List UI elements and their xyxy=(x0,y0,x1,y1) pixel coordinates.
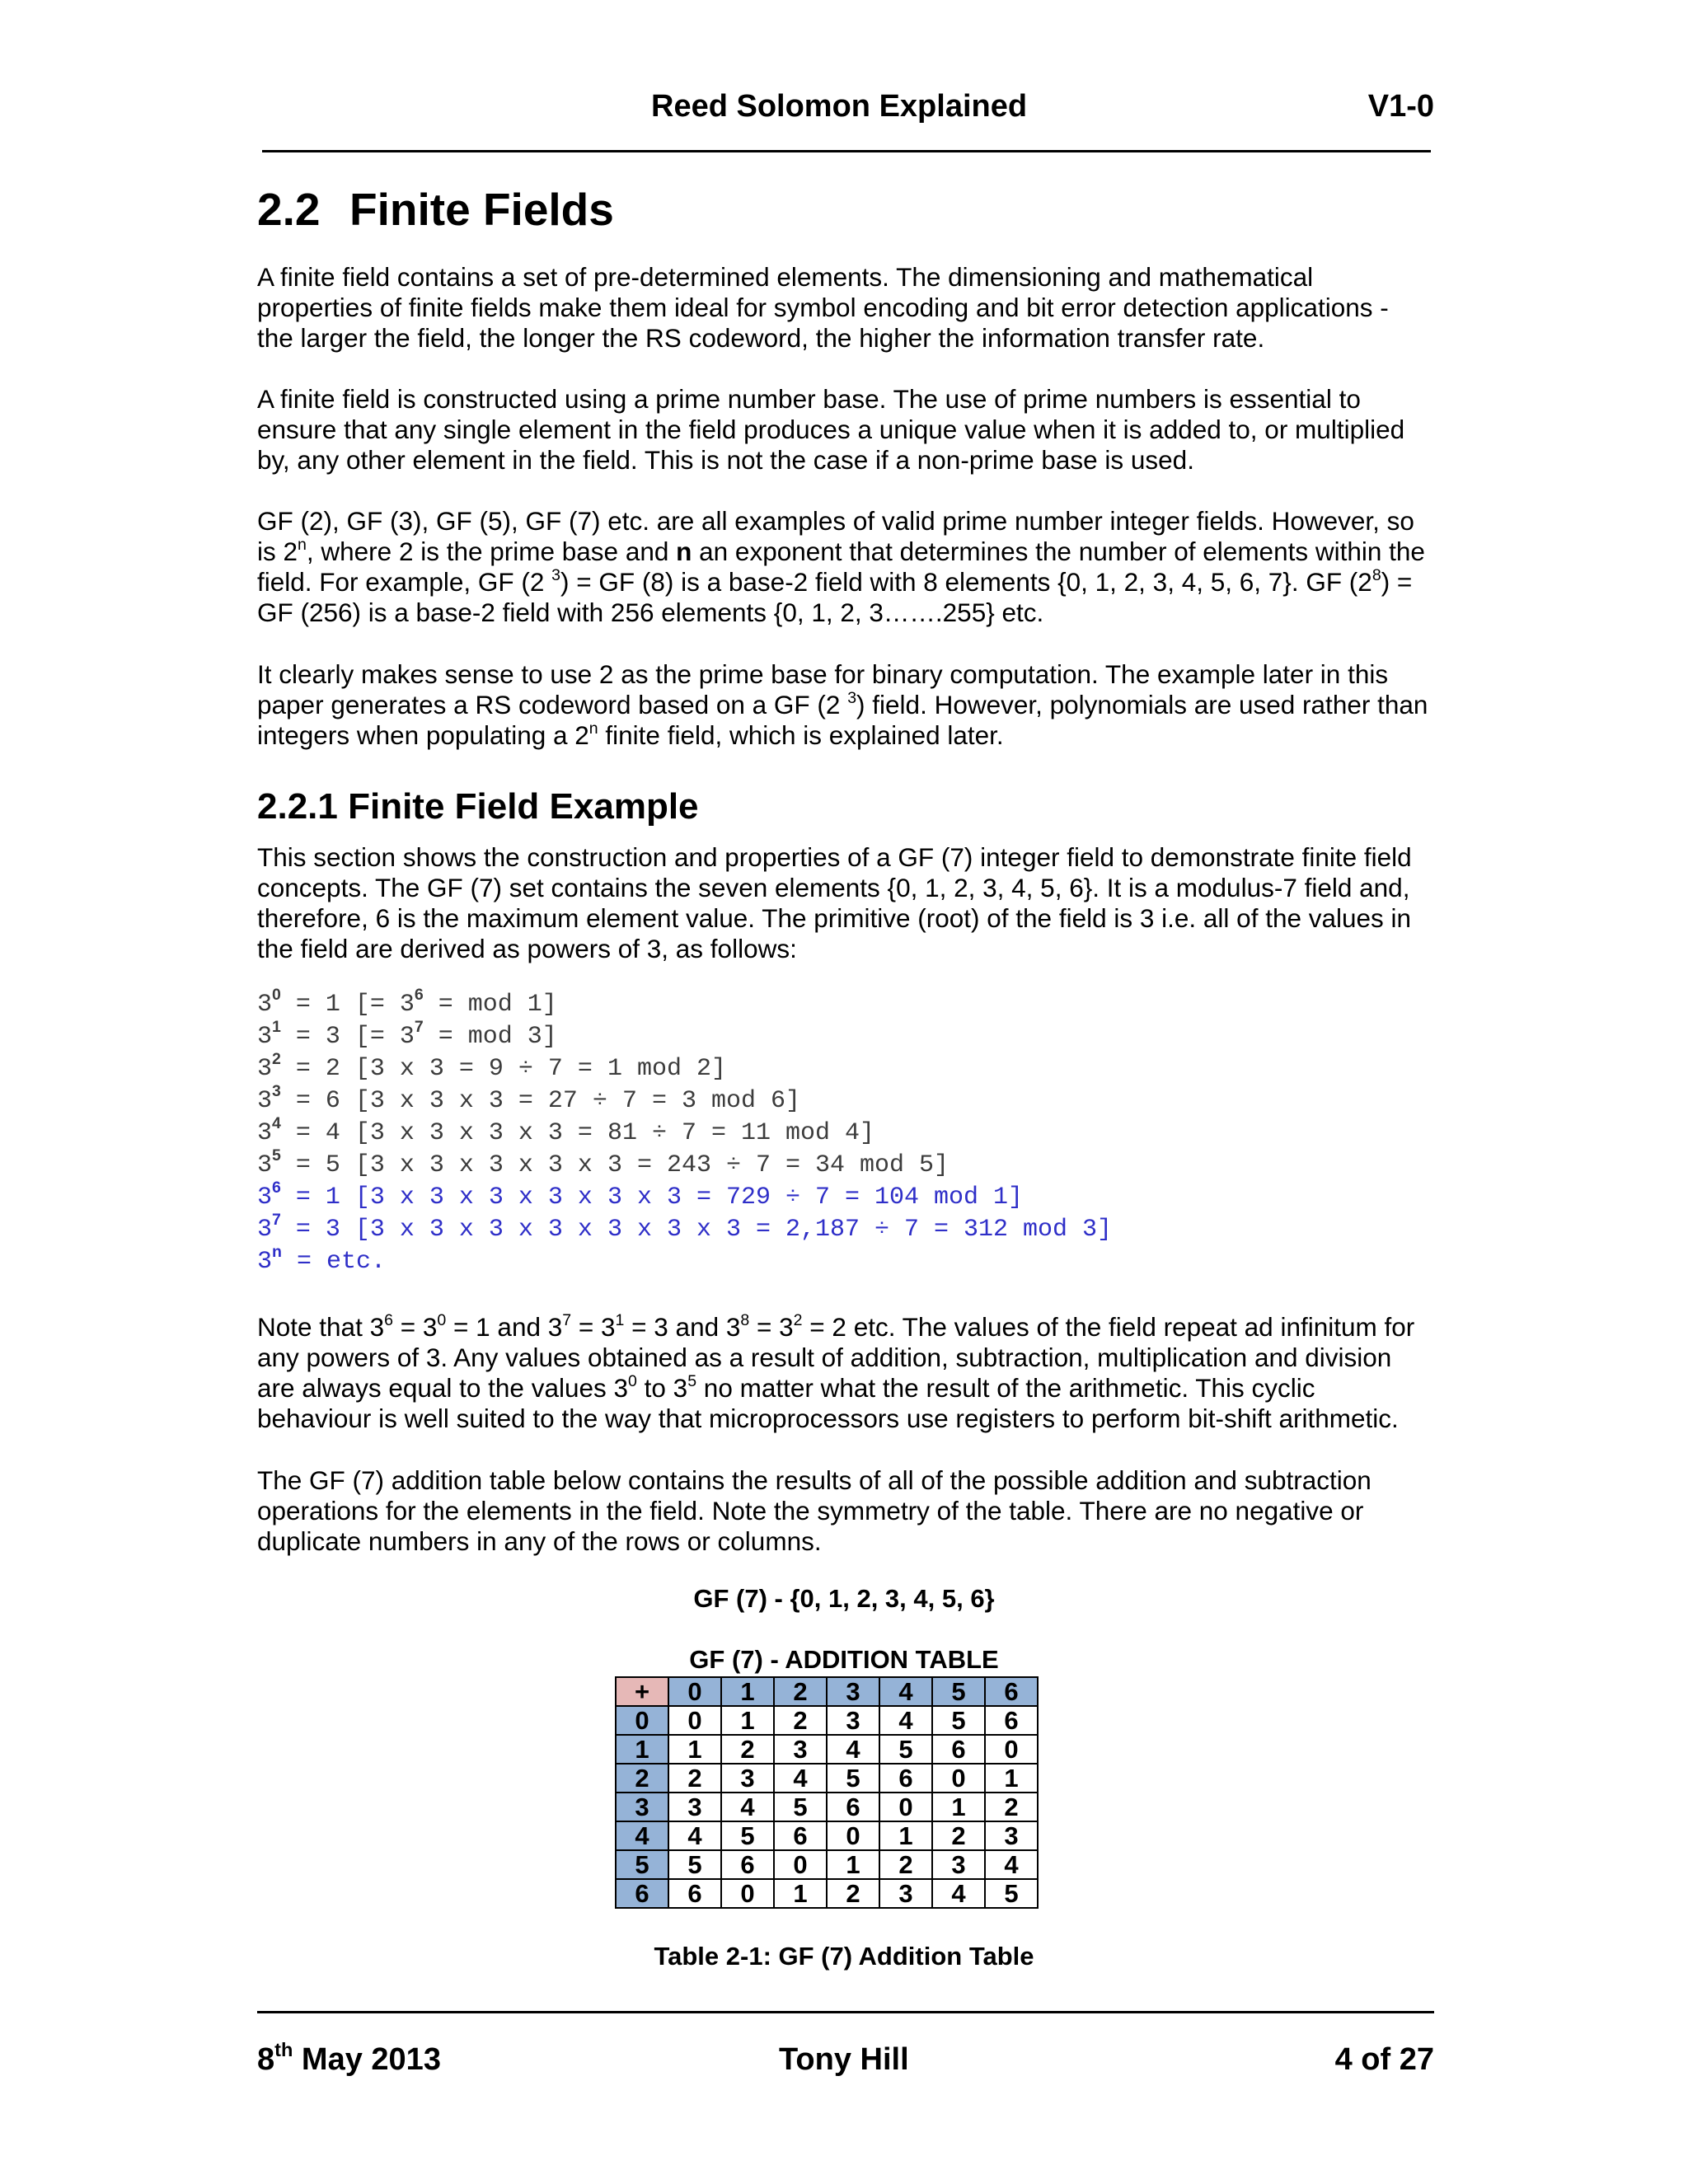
table-corner-cell: + xyxy=(616,1677,668,1706)
table-cell: 5 xyxy=(827,1764,879,1793)
table-row xyxy=(616,1850,1038,1879)
table-cell: 3 xyxy=(668,1793,721,1821)
paragraph-line: This section shows the construction and properties of a GF (7) integer field to demonstrate finite field xyxy=(257,842,1412,872)
table-cell: 5 xyxy=(932,1706,985,1735)
code-line: $3^7 = 3$ [3 x 3 x 3 x 3 x 3 x 3 x 3 = 2,187 ÷ 7 = 312 mod 3] xyxy=(257,1211,1113,1244)
paragraph-line: are always equal to the values $3^0$ to $3^5$ no matter what the result of the arithmetic. This cyclic xyxy=(257,1371,1315,1403)
paragraph-line: GF (256) is a base-2 field with 256 elements {0, 1, 2, 3…….255} etc. xyxy=(257,598,1044,627)
table-cell: 2 xyxy=(879,1850,932,1879)
row-header: 1 xyxy=(616,1735,668,1764)
table-cell: 2 xyxy=(827,1879,879,1908)
table-cell: 4 xyxy=(879,1706,932,1735)
paragraph-line: behaviour is well suited to the way that microprocessors use registers to perform bit-shift arithmetic. xyxy=(257,1404,1399,1433)
table-row xyxy=(616,1879,1038,1908)
table-cell: 3 xyxy=(827,1706,879,1735)
table-cell: 6 xyxy=(668,1879,721,1908)
paragraph-line: the larger the field, the longer the RS codeword, the higher the information transfer rate. xyxy=(257,323,1265,353)
footer-page-number: 4 of 27 xyxy=(1334,2042,1434,2077)
table-cell: 1 xyxy=(721,1706,774,1735)
table-cell: 4 xyxy=(932,1879,985,1908)
table-cell: 1 xyxy=(774,1879,827,1908)
table-cell: 3 xyxy=(985,1821,1038,1850)
table-cell: 2 xyxy=(774,1706,827,1735)
table-cell: 0 xyxy=(721,1879,774,1908)
table-cell: 0 xyxy=(985,1735,1038,1764)
paragraph-line: concepts. The GF (7) set contains the seven elements {0, 1, 2, 3, 4, 5, 6}. It is a modulus-7 field and, xyxy=(257,873,1410,902)
paragraph-line: Note that $3^6 = 3^0 = 1$ and $3^7 = 3^1 = 3$ and $3^8 = 3^2 = 2$ etc. The values of the field repeat ad infinitum for xyxy=(257,1310,1415,1342)
paragraph-3 xyxy=(257,506,1436,628)
paragraph-line: It clearly makes sense to use 2 as the prime base for binary computation. The example later in this xyxy=(257,659,1389,689)
table-cell: 1 xyxy=(879,1821,932,1850)
code-line: $3^5 = 5$ [3 x 3 x 3 x 3 x 3 = 243 ÷ 7 = 34 mod 5] xyxy=(257,1146,950,1179)
column-header: 3 xyxy=(827,1677,879,1706)
table-cell: 5 xyxy=(721,1821,774,1850)
paragraph-1 xyxy=(257,262,1436,354)
code-line: $3^3 = 6$ [3 x 3 x 3 = 27 ÷ 7 = 3 mod 6] xyxy=(257,1082,800,1115)
footer-date: 8th May 2013 xyxy=(257,2039,441,2077)
table-row xyxy=(616,1764,1038,1793)
table-cell: 0 xyxy=(827,1821,879,1850)
table-row xyxy=(616,1821,1038,1850)
table-cell: 2 xyxy=(668,1764,721,1793)
paragraph-line: the field are derived as powers of 3, as follows: xyxy=(257,934,797,963)
table-row xyxy=(616,1706,1038,1735)
table-cell: 2 xyxy=(932,1821,985,1850)
table-cell: 0 xyxy=(879,1793,932,1821)
table-cell: 4 xyxy=(721,1793,774,1821)
header-version: V1-0 xyxy=(1367,89,1434,124)
table-caption: Table 2-1: GF (7) Addition Table xyxy=(654,1942,1034,1971)
header-title: Reed Solomon Explained xyxy=(651,89,1028,124)
table-cell: 3 xyxy=(774,1735,827,1764)
table-cell: 6 xyxy=(985,1706,1038,1735)
code-line: $3^1 = 3$ [= $3^7$ = mod 3] xyxy=(257,1018,557,1051)
footer-rule xyxy=(257,2011,1434,2013)
code-line: $3^2 = 2$ [3 x 3 = 9 ÷ 7 = 1 mod 2] xyxy=(257,1050,726,1083)
table-cell: 6 xyxy=(879,1764,932,1793)
column-header: 0 xyxy=(668,1677,721,1706)
table-cell: 3 xyxy=(879,1879,932,1908)
table-cell: 4 xyxy=(827,1735,879,1764)
table-cell: 6 xyxy=(827,1793,879,1821)
table-cell: 0 xyxy=(668,1706,721,1735)
table-cell: 4 xyxy=(774,1764,827,1793)
table-cell: 1 xyxy=(932,1793,985,1821)
table-cell: 5 xyxy=(774,1793,827,1821)
paragraph-line: properties of finite fields make them ideal for symbol encoding and bit error detection applications - xyxy=(257,293,1389,322)
table-cell: 4 xyxy=(668,1821,721,1850)
paragraph-6 xyxy=(257,1312,1436,1434)
addition-table xyxy=(615,1676,1039,1909)
row-header: 2 xyxy=(616,1764,668,1793)
row-header: 6 xyxy=(616,1879,668,1908)
table-cell: 4 xyxy=(985,1850,1038,1879)
table-cell: 0 xyxy=(932,1764,985,1793)
code-line: $3^4 = 4$ [3 x 3 x 3 x 3 = 81 ÷ 7 = 11 mod 4] xyxy=(257,1114,874,1147)
column-header: 6 xyxy=(985,1677,1038,1706)
table-cell: 2 xyxy=(985,1793,1038,1821)
paragraph-line: integers when populating a 2$^n$ finite field, which is explained later. xyxy=(257,719,1004,750)
section-title: Finite Fields xyxy=(349,184,614,235)
column-header: 2 xyxy=(774,1677,827,1706)
table-cell: 1 xyxy=(668,1735,721,1764)
table-row xyxy=(616,1735,1038,1764)
paragraph-2 xyxy=(257,384,1436,476)
column-header: 1 xyxy=(721,1677,774,1706)
paragraph-line: is 2$^n$, where 2 is the prime base and n an exponent that determines the number of elements within the xyxy=(257,535,1425,566)
column-header: 4 xyxy=(879,1677,932,1706)
paragraph-line: therefore, 6 is the maximum element value. The primitive (root) of the field is 3 i.e. all of the values in xyxy=(257,903,1412,933)
table-cell: 3 xyxy=(721,1764,774,1793)
table-cell: 0 xyxy=(774,1850,827,1879)
paragraph-line: by, any other element in the field. This is not the case if a non-prime base is used. xyxy=(257,445,1194,475)
row-header: 3 xyxy=(616,1793,668,1821)
table-cell: 6 xyxy=(932,1735,985,1764)
table-header-row xyxy=(616,1677,1038,1706)
paragraph-line: paper generates a RS codeword based on a GF (2 $^3$) field. However, polynomials are used rather than xyxy=(257,688,1428,719)
paragraph-line: duplicate numbers in any of the rows or columns. xyxy=(257,1526,822,1556)
code-line: $3^0 = 1$ [= $3^6$ = mod 1] xyxy=(257,986,557,1019)
row-header: 0 xyxy=(616,1706,668,1735)
paragraph-line: A finite field is constructed using a prime number base. The use of prime numbers is essential to xyxy=(257,384,1361,414)
table-cell: 1 xyxy=(985,1764,1038,1793)
table-cell: 1 xyxy=(827,1850,879,1879)
table-cell: 6 xyxy=(774,1821,827,1850)
footer-author: Tony Hill xyxy=(779,2042,909,2077)
paragraph-line: GF (2), GF (3), GF (5), GF (7) etc. are all examples of valid prime number integer fields. However, so xyxy=(257,506,1414,536)
table-cell: 5 xyxy=(879,1735,932,1764)
field-set-title: GF (7) - {0, 1, 2, 3, 4, 5, 6} xyxy=(693,1584,995,1613)
table-cell: 6 xyxy=(721,1850,774,1879)
addition-table-title: GF (7) - ADDITION TABLE xyxy=(689,1645,999,1674)
paragraph-line: operations for the elements in the field. Note the symmetry of the table. There are no negative or xyxy=(257,1496,1364,1526)
row-header: 5 xyxy=(616,1850,668,1879)
paragraph-line: field. For example, GF (2 $^3$) = GF (8) is a base-2 field with 8 elements {0, 1, 2, 3, 4, 5, 6, 7}. GF $(2^8)$ = xyxy=(257,565,1413,597)
code-line: $3^6 = 1$ [3 x 3 x 3 x 3 x 3 x 3 = 729 ÷ 7 = 104 mod 1] xyxy=(257,1179,1024,1212)
row-header: 4 xyxy=(616,1821,668,1850)
subsection-heading: 2.2.1 Finite Field Example xyxy=(257,786,699,827)
section-heading xyxy=(257,183,614,236)
paragraph-line: A finite field contains a set of pre-determined elements. The dimensioning and mathematical xyxy=(257,262,1314,292)
powers-of-three-code-block xyxy=(257,986,1113,1278)
table-cell: 3 xyxy=(932,1850,985,1879)
paragraph-7 xyxy=(257,1465,1436,1557)
paragraph-line: ensure that any single element in the field produces a unique value when it is added to, or multiplied xyxy=(257,415,1405,444)
table-cell: 5 xyxy=(668,1850,721,1879)
table-cell: 2 xyxy=(721,1735,774,1764)
paragraph-line: The GF (7) addition table below contains the results of all of the possible addition and subtraction xyxy=(257,1465,1372,1495)
paragraph-4 xyxy=(257,659,1436,751)
header-rule xyxy=(262,150,1431,152)
code-line: $3^n$ = etc. xyxy=(257,1243,386,1276)
paragraph-line: any powers of 3. Any values obtained as a result of addition, subtraction, multiplication and division xyxy=(257,1343,1392,1372)
section-number: 2.2 xyxy=(257,184,321,235)
table-cell: 5 xyxy=(985,1879,1038,1908)
table-row xyxy=(616,1793,1038,1821)
column-header: 5 xyxy=(932,1677,985,1706)
paragraph-5 xyxy=(257,842,1436,964)
